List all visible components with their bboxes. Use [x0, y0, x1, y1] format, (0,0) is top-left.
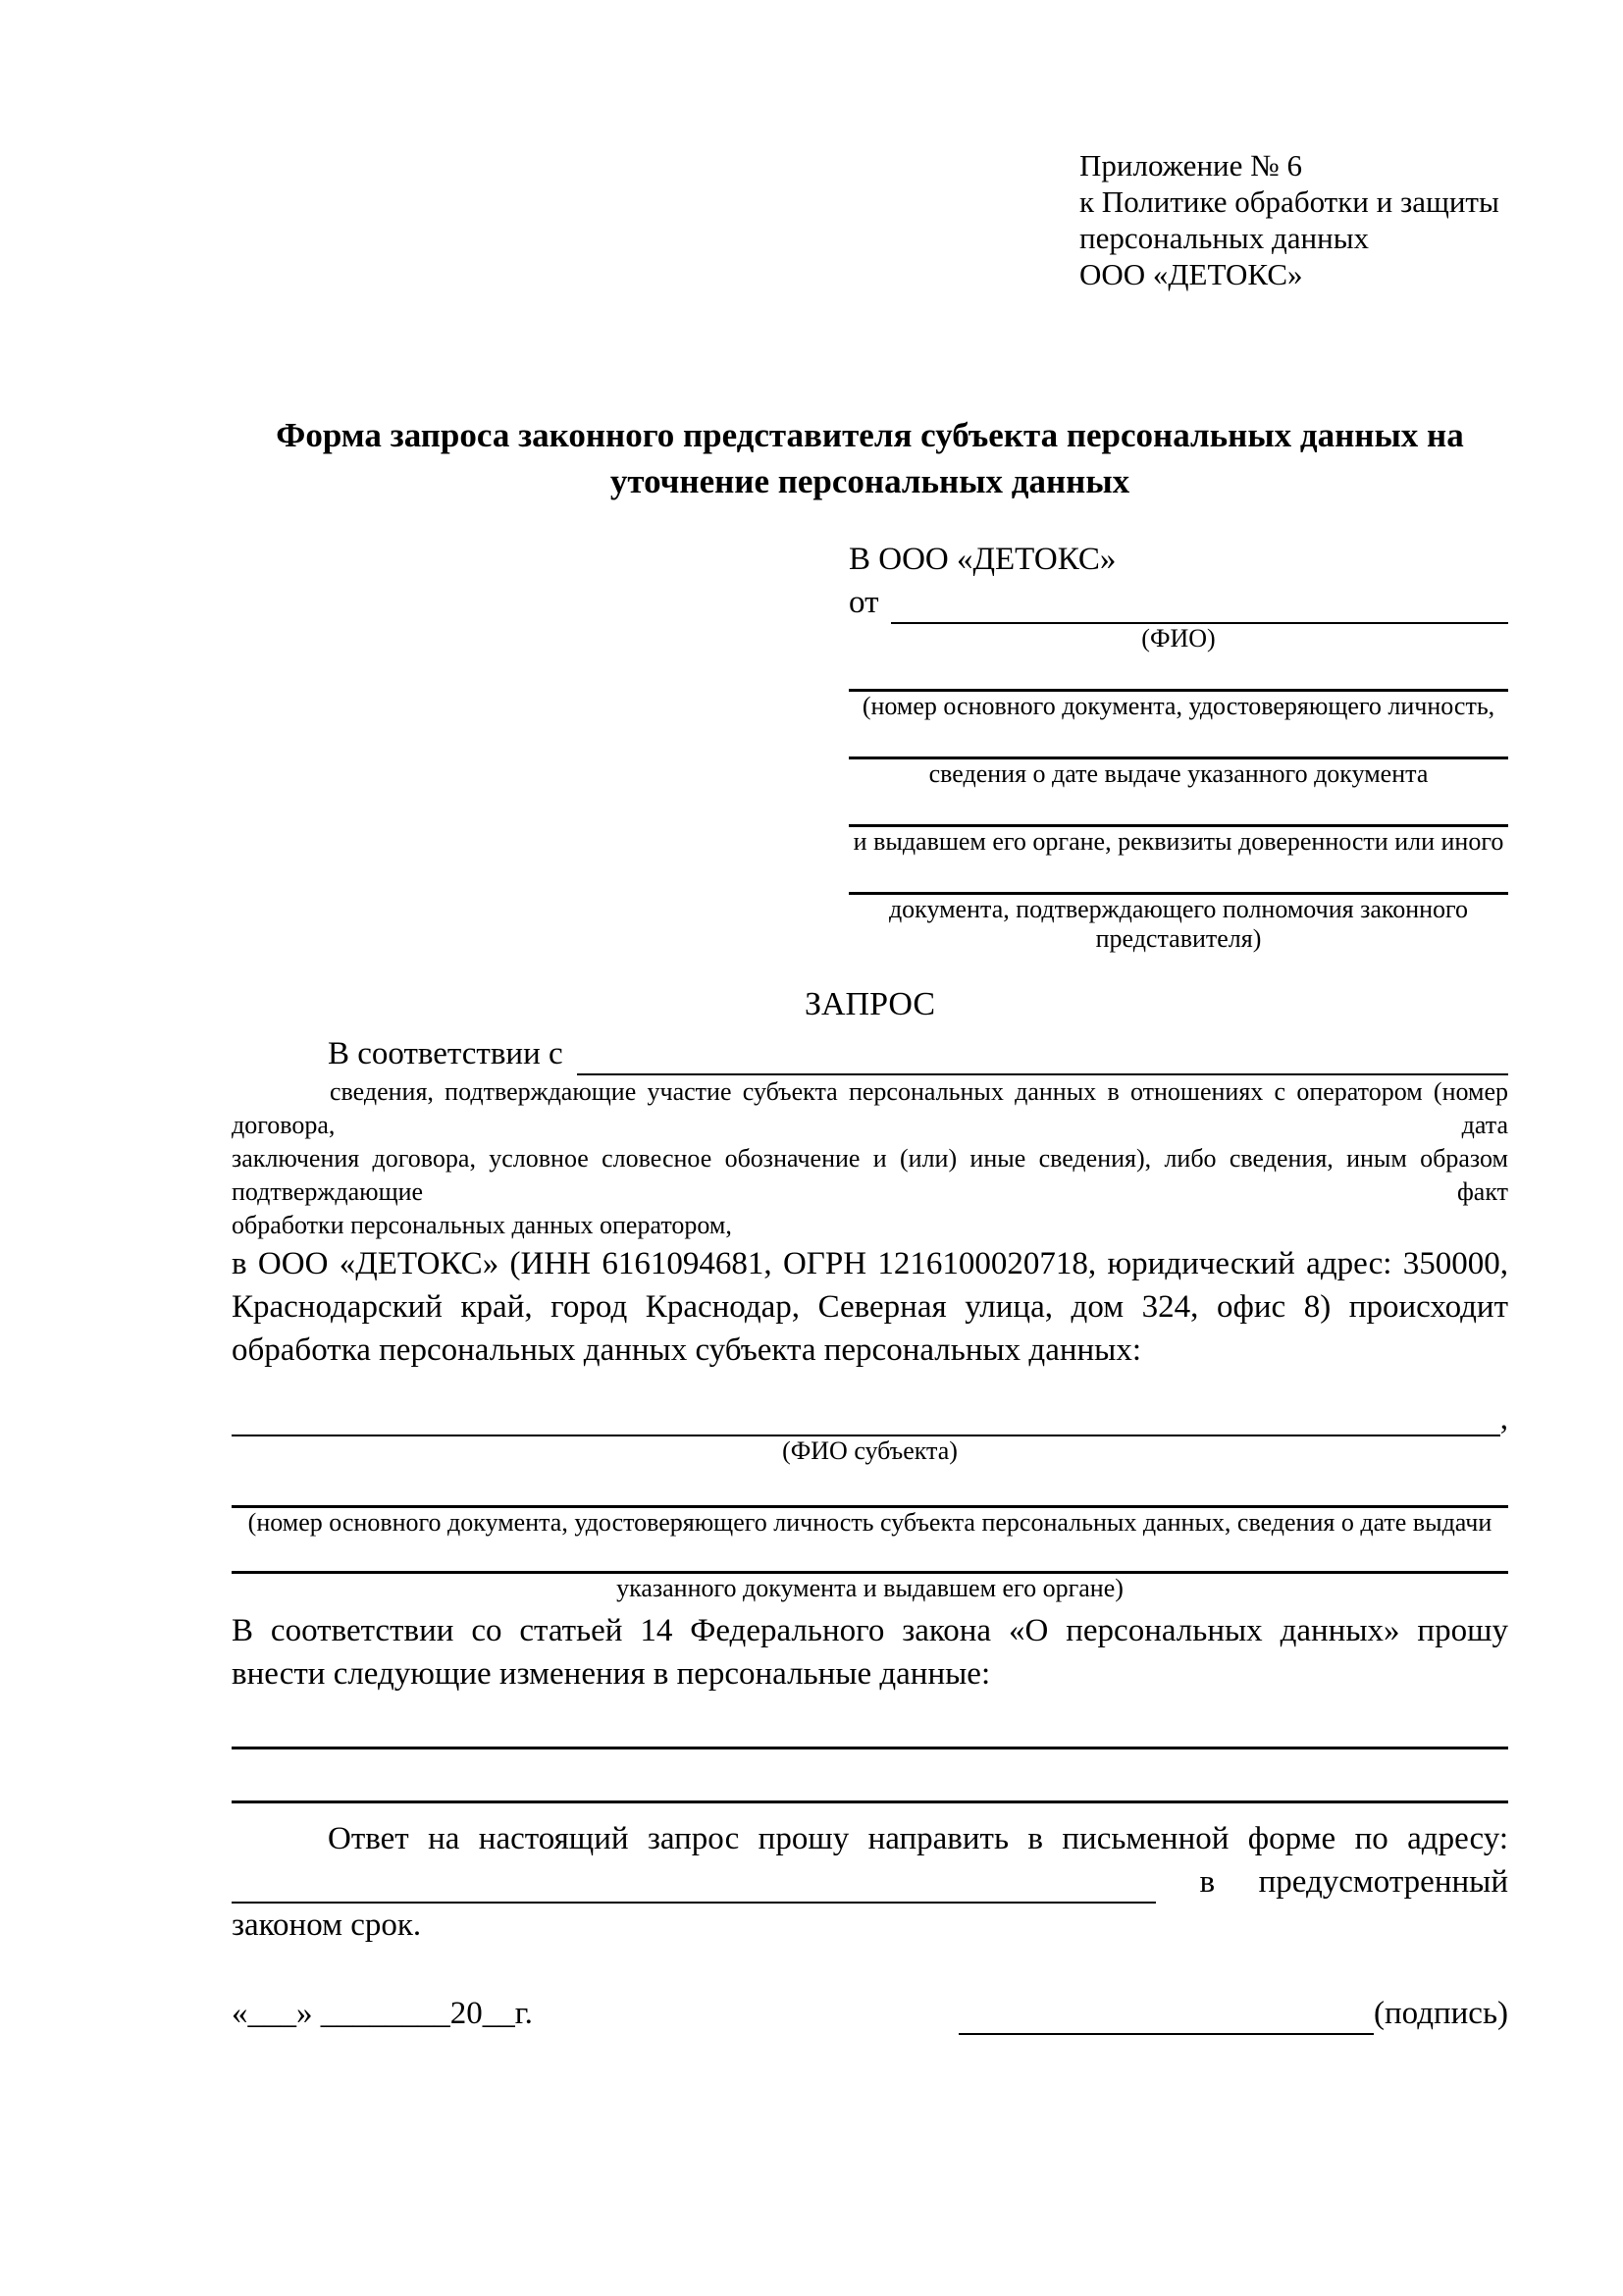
response-word: в — [1199, 1864, 1216, 1900]
document-title: Форма запроса законного представителя субъекта персональных данных на уточнение персональных данных — [276, 416, 1464, 500]
field-caption: и выдавшем его органе, реквизиты доверенности или иного — [853, 827, 1504, 856]
document-field-group — [232, 1571, 1508, 1603]
law-paragraph — [232, 1609, 1508, 1696]
document-field-group — [849, 892, 1508, 954]
blank-line — [232, 1800, 1508, 1803]
law-line: В соответствии со статьей 14 Федерального закона «О персональных данных» прошу — [232, 1613, 1508, 1648]
signature-blank-line — [959, 1996, 1374, 2035]
intro-caption-line: обработки персональных данных оператором, — [232, 1211, 732, 1239]
operator-line: обработка персональных данных субъекта персональных данных: — [232, 1332, 1141, 1368]
response-address-row — [232, 1860, 1508, 1904]
subject-fio-comma: , — [1499, 1401, 1508, 1436]
signature-caption: (подпись) — [1374, 1996, 1508, 2031]
document-content — [232, 147, 1508, 2035]
blank-line — [232, 1747, 1508, 1749]
operator-line: Краснодарский край, город Краснодар, Северная улица, дом 324, офис 8) происходит — [232, 1289, 1508, 1325]
subject-fio-row — [232, 1397, 1508, 1436]
signature-row — [232, 1992, 1508, 2035]
appendix-block — [1079, 147, 1508, 292]
field-caption: документа, подтверждающего полномочия законного представителя) — [888, 895, 1469, 953]
document-field-group — [232, 1505, 1508, 1538]
subject-fio-caption: (ФИО субъекта) — [782, 1436, 958, 1465]
intro-caption — [232, 1075, 1508, 1242]
field-caption: (номер основного документа, удостоверяющего личность, — [862, 692, 1495, 720]
response-word: предусмотренный — [1258, 1864, 1508, 1900]
signature-field — [959, 1992, 1508, 2035]
field-caption: сведения о дате выдаче указанного документа — [928, 759, 1429, 788]
from-label: от — [849, 585, 879, 620]
changes-blank-lines — [232, 1747, 1508, 1803]
operator-line: в ООО «ДЕТОКС» (ИНН 6161094681, ОГРН 1216100020718, юридический адрес: 350000, — [232, 1246, 1508, 1281]
intro-caption-line: сведения, подтверждающие участие субъекта персональных данных в отношениях с оператором (номер договора, дата — [232, 1077, 1508, 1139]
from-row — [849, 581, 1508, 624]
intro-row — [232, 1032, 1508, 1075]
date-blank: «___» ________20__г. — [232, 1996, 533, 2031]
address-blank-line — [232, 1864, 1156, 1904]
response-paragraph — [232, 1817, 1508, 1947]
request-heading: ЗАПРОС — [804, 986, 936, 1022]
intro-caption-line: заключения договора, условное словесное обозначение и (или) иные сведения), либо сведения, иным образом подтверждающие факт — [232, 1144, 1508, 1206]
from-fio-blank-line — [891, 585, 1509, 624]
appendix-line: к Политике обработки и защиты — [1079, 184, 1499, 219]
subject-fio-blank-line — [232, 1397, 1500, 1436]
appendix-line: ООО «ДЕТОКС» — [1079, 257, 1303, 291]
fio-caption: (ФИО) — [1141, 624, 1216, 652]
intro-blank-line — [577, 1036, 1508, 1075]
document-field-group — [849, 689, 1508, 721]
document-field-group — [849, 824, 1508, 857]
addressee-to: В ООО «ДЕТОКС» — [849, 542, 1117, 577]
document-field-group — [849, 757, 1508, 789]
response-line: Ответ на настоящий запрос прошу направить в письменной форме по адресу: — [328, 1821, 1508, 1856]
intro-label: В соответствии с — [328, 1036, 563, 1071]
law-line: внести следующие изменения в персональные данные: — [232, 1656, 991, 1692]
appendix-line: персональных данных — [1079, 221, 1370, 255]
operator-paragraph — [232, 1242, 1508, 1372]
field-caption: (номер основного документа, удостоверяющего личность субъекта персональных данных, сведения о дате выдачи — [247, 1508, 1492, 1537]
response-line: законом срок. — [232, 1907, 422, 1943]
field-caption: указанного документа и выдавшем его органе) — [616, 1574, 1124, 1602]
appendix-line: Приложение № 6 — [1079, 148, 1302, 183]
addressee-block — [849, 538, 1508, 954]
